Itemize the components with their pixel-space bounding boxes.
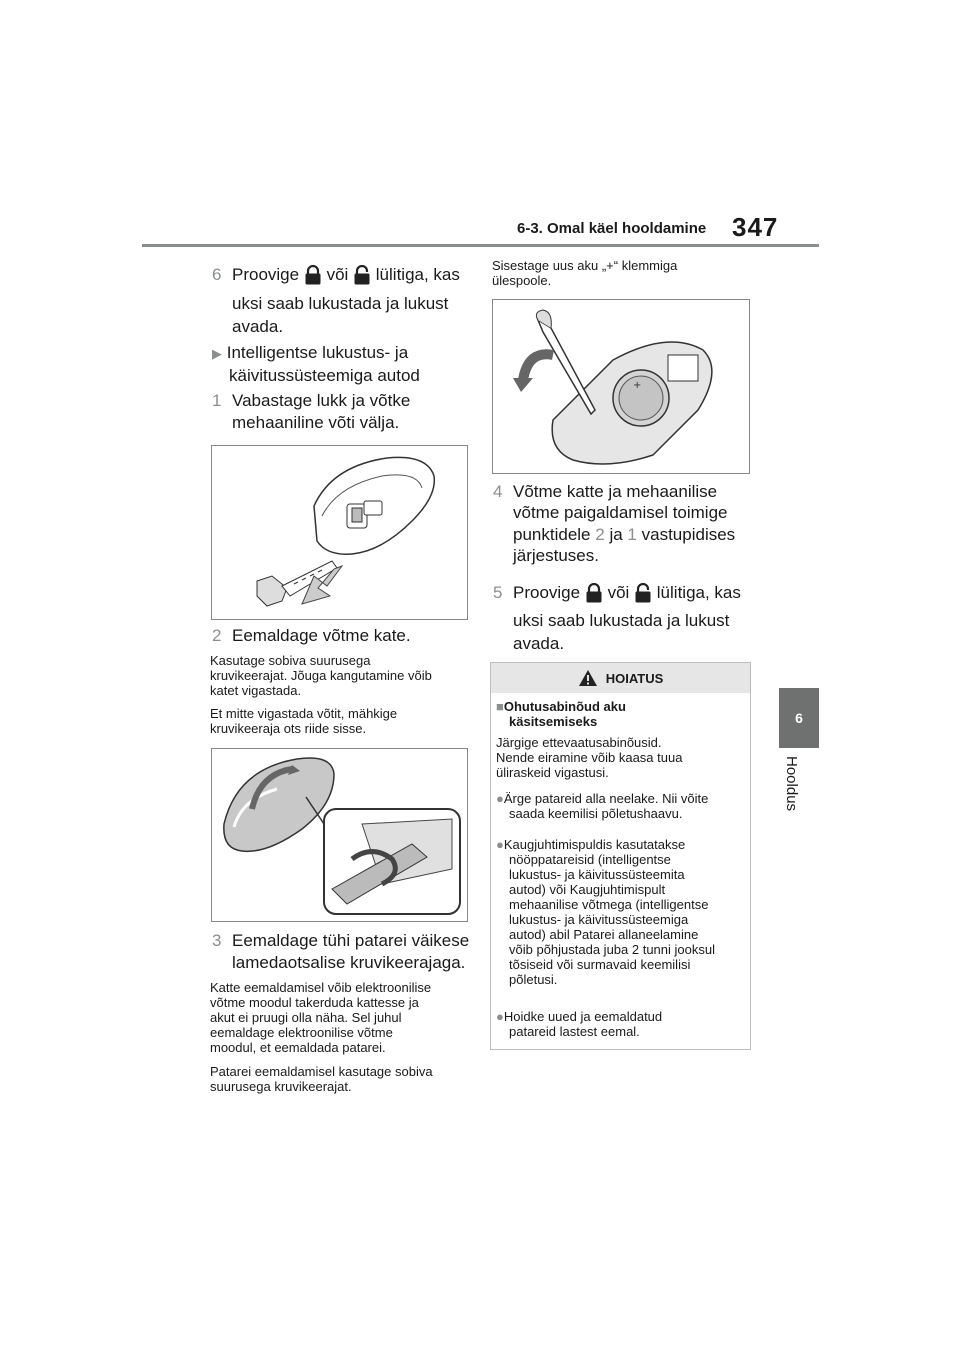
square-bullet-icon: ■: [496, 699, 504, 714]
step-5: [493, 582, 741, 603]
caution-header: [491, 663, 750, 693]
battery-illustration: [493, 300, 749, 473]
step-text: või: [607, 583, 630, 602]
step-5-line2: uksi saab lukustada ja lukust: [513, 611, 730, 630]
lock-icon: [304, 265, 322, 285]
dot-bullet-icon: ●: [496, 837, 504, 852]
step-6-line2: uksi saab lukustada ja lukust: [232, 294, 449, 313]
step-text: Proovige: [513, 583, 581, 602]
step-text: Eemaldage võtme kate.: [232, 626, 411, 645]
unlock-icon: [353, 265, 371, 285]
cover-removal-illustration: [212, 749, 467, 921]
note-line: Sisestage uus aku „+“ klemmiga: [492, 258, 678, 273]
note-line: nööppatareisid (intelligentse: [509, 852, 671, 867]
step-number: 3: [212, 931, 222, 950]
note-line: tõsiseid või surmavaid keemilisi: [509, 957, 691, 972]
note-line: Järgige ettevaatusabinõusid.: [496, 735, 662, 750]
chapter-label: Hooldus: [783, 756, 800, 812]
caution-title-line: Ohutusabinõud aku: [503, 699, 626, 714]
step-number: 6: [212, 265, 222, 284]
note-line: põletusi.: [509, 972, 558, 987]
note-line: Hoidke uued ja eemaldatud: [503, 1009, 663, 1024]
dot-bullet-icon: ●: [496, 791, 504, 806]
step-6-line3: avada.: [232, 317, 284, 336]
note-line: ülespoole.: [492, 273, 552, 288]
note-2a: [210, 653, 432, 698]
step-3-line2: lamedaotsalise kruvikeerajaga.: [232, 953, 466, 972]
note-line: Kaugjuhtimispuldis kasutatakse: [503, 837, 686, 852]
step-1: [212, 390, 410, 411]
caution-bullet-2: [496, 837, 715, 987]
step-number: 2: [212, 626, 222, 645]
note-line: võtme moodul takerduda kattesse ja: [210, 995, 419, 1010]
header-rule: [142, 244, 819, 247]
step-text: lülitiga, kas: [656, 583, 741, 602]
key-fob-illustration: [212, 446, 467, 619]
caution-title-line: käsitsemiseks: [509, 714, 598, 729]
step-text: Proovige: [232, 265, 300, 284]
triangle-bullet-icon: ▶: [212, 346, 222, 361]
step-6: [212, 264, 460, 285]
note-line: autod) või Kaugjuhtimispult: [509, 882, 666, 897]
step-4-line2: võtme paigaldamisel toimige: [513, 503, 728, 522]
intro-note: [492, 258, 677, 288]
lock-icon: [585, 583, 603, 603]
step-text: Vabastage lukk ja võtke: [232, 391, 411, 410]
step-1-line2: mehaaniline võti välja.: [232, 413, 400, 432]
note-line: eemaldage elektroonilise võtme: [210, 1025, 393, 1040]
note-line: katet vigastada.: [210, 683, 302, 698]
step-number: 4: [493, 482, 503, 501]
note-line: Ärge patareid alla neelake. Nii võite: [503, 791, 709, 806]
page-number: 347: [732, 212, 779, 242]
caution-bullet-3: [496, 1009, 662, 1039]
step-text: lülitiga, kas: [375, 265, 460, 284]
note-line: autod) abil Patarei allaneelamine: [509, 927, 699, 942]
note-line: üliraskeid vigastusi.: [496, 765, 609, 780]
note-line: moodul, et eemaldada patarei.: [210, 1040, 386, 1055]
note-2b: [210, 706, 397, 736]
step-text: või: [326, 265, 349, 284]
note-line: kruvikeeraja ots riide sisse.: [210, 721, 367, 736]
note-line: akut ei pruugi olla näha. Sel juhul: [210, 1010, 402, 1025]
step-ref: 2: [595, 525, 605, 544]
note-line: saada keemilisi põletushaavu.: [509, 806, 683, 821]
warning-icon: [578, 669, 598, 687]
figure-cover-removal: [211, 748, 468, 922]
step-number: 1: [212, 391, 222, 410]
svg-text:+: +: [633, 380, 642, 391]
figure-key-removal: [211, 445, 468, 620]
step-text: ja: [609, 525, 623, 544]
caution-title: [496, 699, 626, 729]
note-3b: [210, 1064, 433, 1094]
step-5-line3: avada.: [513, 634, 565, 653]
subheading-line1: Intelligentse lukustus- ja: [226, 343, 409, 362]
note-line: lukustus- ja käivitussüsteemita: [509, 867, 685, 882]
step-3: [212, 930, 469, 951]
step-2: [212, 625, 411, 646]
note-line: mehaanilise võtmega (intelligentse: [509, 897, 709, 912]
section-title: 6-3. Omal käel hooldamine: [517, 220, 707, 237]
subheading-line2: käivitussüsteemiga autod: [229, 366, 420, 385]
note-3a: [210, 980, 431, 1055]
figure-battery-insert: [492, 299, 750, 474]
note-line: suurusega kruvikeerajat.: [210, 1079, 352, 1094]
caution-heading: HOIATUS: [605, 670, 664, 686]
step-text: Võtme katte ja mehaanilise: [513, 482, 718, 501]
note-line: patareid lastest eemal.: [509, 1024, 640, 1039]
note-line: võib põhjustada juba 2 tunni jooksul: [509, 942, 715, 957]
caution-bullet-1: [496, 791, 708, 821]
step-ref: 1: [627, 525, 637, 544]
step-text: punktidele: [513, 525, 591, 544]
note-line: Nende eiramine võib kaasa tuua: [496, 750, 683, 765]
note-line: Patarei eemaldamisel kasutage sobiva: [210, 1064, 433, 1079]
chapter-tab[interactable]: [779, 688, 819, 748]
chapter-number: 6: [795, 710, 803, 726]
step-4-line4: järjestuses.: [513, 546, 599, 565]
step-4: [493, 481, 717, 502]
caution-intro: [496, 735, 682, 780]
unlock-icon: [634, 583, 652, 603]
step-text: Eemaldage tühi patarei väikese: [232, 931, 470, 950]
note-line: Et mitte vigastada võtit, mähkige: [210, 706, 398, 721]
step-4-line3: [513, 524, 735, 545]
note-line: Kasutage sobiva suurusega: [210, 653, 371, 668]
subheading: [212, 342, 408, 364]
note-line: kruvikeerajat. Jõuga kangutamine võib: [210, 668, 432, 683]
dot-bullet-icon: ●: [496, 1009, 504, 1024]
step-number: 5: [493, 583, 503, 602]
step-text: vastupidises: [641, 525, 736, 544]
note-line: lukustus- ja käivitussüsteemiga: [509, 912, 689, 927]
note-line: Katte eemaldamisel võib elektroonilise: [210, 980, 432, 995]
caution-box: [490, 662, 751, 1050]
